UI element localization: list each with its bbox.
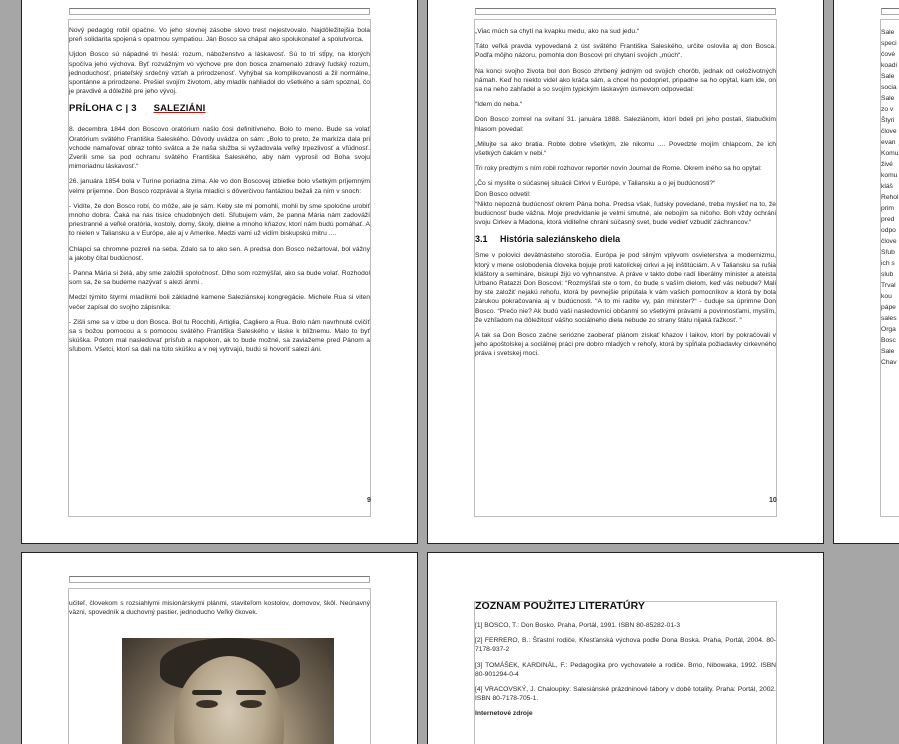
portrait-brow xyxy=(236,690,266,695)
text-line: Trval xyxy=(881,282,896,289)
text-line: Sale xyxy=(881,29,895,36)
paragraph: Nový pedagóg robil opačne. Vo jeho slovnej zásobe slovo trest nejestvovalo. Najdôležitejšia bola preň solidarita spojená s opatrnou sympatiou. Ján Bosco sa chápal ako spolukonateľ a spolutvorca. xyxy=(69,27,370,44)
paragraph: Don Bosco odvetil: xyxy=(475,190,531,198)
paragraph: Chlapci sa chromne pozreli na seba. Zdalo sa to ako sen. A predsa don Bosco nežartoval, bol vážny a jakoby čítal budúcnosť. xyxy=(69,245,370,262)
heading-title: SALEZIÁNI xyxy=(153,103,206,115)
page-body xyxy=(69,26,370,361)
paragraph: - Vidíte, že don Bosco robí, čo môže, ale je sám. Keby ste mi pomohli, mohli by sme spoločne urobiť mnoho dobra. Čaká na nás tisíce chudobných detí. Sľubujem vám, že panna Mária nám zadováží priestranné a veľké oratória, kostoly, domy, školy, dielne a mnoho kňazov, ktorí nám budú pomáhať. A to nielen v Taliansku a v Európe, ale aj v Amerike. Medzi vami už vidím biskupskú mitru .... xyxy=(69,202,370,238)
text-line: Sale xyxy=(881,73,895,80)
text-line: speci xyxy=(881,40,897,47)
page-number: 10 xyxy=(769,497,777,504)
document-page-4 xyxy=(21,552,418,744)
text-line: socia xyxy=(881,84,897,91)
reference-item: [3] TOMÁŠEK, KARDINÁL, F.: Pedagogika pro vychovatele a rodiče. Brno, Nibowaka, 1992. ISBN 80-901294-0-4 xyxy=(475,661,776,678)
reference-item: [2] FERRERO, B.: Šťastní rodiče, Křesťanská výchova podle Dona Boska. Praha, Portál, 2004. 80-7178-937-2 xyxy=(475,637,776,654)
header-frame xyxy=(69,8,370,15)
section-heading xyxy=(69,102,370,115)
text-line: slub xyxy=(881,271,894,278)
text-line: Sale xyxy=(881,95,895,102)
text-line: Štyri xyxy=(881,117,895,124)
bibliography-heading: ZOZNAM POUŽITEJ LITERATÚRY xyxy=(475,600,646,612)
document-page-1 xyxy=(21,0,418,544)
portrait-eye xyxy=(196,700,218,708)
page-body xyxy=(475,27,776,365)
text-line: kou xyxy=(881,293,892,300)
paragraph: učiteľ, človekom s rozsiahlymi misionárskymi plánmi, staviteľom kostolov, domovov, škôl. Neúnavný väzni, spovedník a duchovný pastier, jednoducho Veľký čkovek. xyxy=(69,600,370,617)
text-line: Orga xyxy=(881,326,896,333)
heading-title: História saleziánskeho diela xyxy=(500,234,621,245)
heading-number: 3.1 xyxy=(475,234,488,245)
text-line: pápe xyxy=(881,304,896,311)
paragraph: Táto veľká pravda vypovedaná z úst svätého Františka Saleského, určite oslovila aj don Bosca. Podľa môjho názoru, pomohla don Boscovi pri chytaní svojich „múch“. xyxy=(475,43,776,60)
paragraph: „Čo si myslíte o súčasnej situácii Cirkvi v Európe, v Taliansku a o jej budúcnosti?“ xyxy=(475,180,716,188)
text-line: evan xyxy=(881,139,896,146)
document-page-3 xyxy=(833,0,899,544)
internet-sources-heading: Internetové zdroje xyxy=(475,710,533,718)
paragraph: - Zišli sme sa v izbe u don Bosca. Bol tu Rocchiti, Artiglia, Cagliero a Rua. Bolo nám navrhnuté cvičiť sa s božou pomocou a s pomocou svätého Františka Saleského v láske k blížnemu. Malo to byť skúška. Potom mal nasledovať prísľub a napokon, ak to bude možné, sa zaviažeme pred Pánom a sľubom. Všetci, ktorí sa dali na túto skúšku a v nej vytrvajú, budú si hovoriť salezi áni. xyxy=(69,318,370,354)
paragraph: „Viac múch sa chytí na kvapku medu, ako na sud jedu.“ xyxy=(475,28,640,35)
paragraph: - Panna Mária si želá, aby sme založili spoločnosť. Dlho som rozmýšľal, ako sa bude volať. Rozhodol som sa, že sa budeme nazývať s alezi ánmi . xyxy=(69,270,370,287)
text-line: kláš xyxy=(881,183,893,190)
text-line: komu xyxy=(881,172,898,179)
text-line: prim xyxy=(881,205,895,212)
paragraph: “Idem do neba.“ xyxy=(475,101,523,109)
text-line: živé xyxy=(881,161,893,168)
text-line: Komu xyxy=(881,150,899,157)
paragraph: 8. decembra 1844 don Boscovo oratórium našlo čosi definitívneho. Bolo to meno. Bude sa volať Oratórium svätého Františka Saleského. Dôvody uvádza on sám: „Bolo to preto, že markíza dala pri vchode namaľovať obraz tohto svätca a že naša služba si vyžadovala veľký trpezlivosť a vľúdnosť. Zverili sme sa pod ochranu svätého Františka Saleského, aby nám vyprosil od Boha svoju mimoriadnu láskavosť.“ xyxy=(69,126,370,171)
paragraph: “Nikto nepozná budúcnosť okrem Pána boha. Predsa však, ľudsky povedané, treba myslieť na to, že budúcnosť bude vážna. Moje predvídanie je velmi smutné, ale nebojím sa ničoho. Boh vždy ochráni svoju Cirkev a Madona, ktorá viditeľne chráni súčasný svet, bude vedieť vzbudiť záchrancov.“ xyxy=(475,200,776,227)
text-line: člove xyxy=(881,128,897,135)
text-line: ich s xyxy=(881,260,895,267)
header-frame xyxy=(475,8,776,15)
text-line: sales xyxy=(881,315,897,322)
page-body xyxy=(881,27,899,368)
page-number: 9 xyxy=(367,497,371,504)
paragraph: Sme v polovici devätnásteho storočia. Európa je pod silným vplyvom osvieterstva a modernizmu, ktorý v mene oslobodenia človeka bojuje proti katolíckej cirkvi a jej inštitúciám. A v Taliansku sa rušia kláštory a semináre, biskupi žijú vo vyhnanstve. A práve v takto dobe radí liberálny minister a ateista Urbano Ratazzi Don Boscovi: “Rozmýšľali ste o tom, čo bude s vaším dielom, keď vás nebude? Mali by ste založiť nejakú rehoľu, ktorá by pevnejšie pripútala k vám vašich pomocníkov a ktorá by bola zárukou pokračovania aj v budúcnosti. “A to mi radíte vy, pán minister?“ - čuduje sa úprimne Don Bosco. “Prečo nie? Ak budú vaši nasledovníci občanmi so všetkými právami a povinnosťami, myslím, že vzhľadom na dôležitosť vášho sociálneho diela nebude zo strany štátu nijaká ťažkosť. “ xyxy=(475,252,776,324)
paragraph: Don Bosco zomrel na svitaní 31. januára 1888. Saleziánom, ktorí bdeli pri jeho postali, šlabučkím hlasom povedal: xyxy=(475,116,776,133)
paragraph: A tak sa Don Bosco začne seriózne zaoberať plánom získať kňazov i laikov, ktorí by pokračovali v jeho apoštolskej a sociálnej práci pre dobro mladých v rehoľy, ktorá by spĺňala požiadavky cirkevného práva i svetskej moci. xyxy=(475,332,776,358)
paragraph: „Milujte sa ako bratia. Robte dobre všetkým, zle nikomu .... Povedzte mojím chlapcom, že ich všetkých čakám v nebi.“ xyxy=(475,140,776,158)
text-line: čové xyxy=(881,51,896,58)
text-line: Bosc xyxy=(881,337,896,344)
text-line: Rehol xyxy=(881,194,899,201)
document-page-2 xyxy=(427,0,824,544)
text-line: pred xyxy=(881,216,895,223)
page-body xyxy=(69,599,370,623)
text-line: odpo xyxy=(881,227,896,234)
text-line: zo v xyxy=(881,106,894,113)
reference-item: [4] VRACOVSKÝ, J. Chaloupky: Salesiánské prázdninové tábory v době totality. Praha: Portál, 2002. ISBN 80-7178-705-1. xyxy=(475,686,776,703)
portrait-eye xyxy=(240,700,262,708)
text-line: Sľub xyxy=(881,249,895,256)
document-page-5 xyxy=(427,552,824,744)
page-body xyxy=(475,599,776,725)
header-frame xyxy=(69,576,370,583)
text-line: Chav xyxy=(881,359,897,366)
paragraph: Medzi týmito štyrmi mladíkmi boli základné kamene Saleziánskej kongregácie. Michele Rua si viten večer zapísal do svojho zápisníka: xyxy=(69,294,370,311)
heading-number: PRÍLOHA C | 3 xyxy=(69,103,137,115)
portrait-photo xyxy=(122,638,334,744)
text-line: člove xyxy=(881,238,897,245)
text-line: koadi xyxy=(881,62,897,69)
paragraph: Ujdon Bosco sú nápadné tri heslá: rozum, náboženstvo a láskavosť. Sú to tri stĺpy, na ktorých spočíva jeho výchova. Byť rozvážným vo výchove pre don bosca znamenalo zdravý ľudský rozum, jednoduchosť, priateľský srdečný vzťah a prirodzenosť. Vyhýbal sa komplikovanosti a žil normálne, spontánne a prirodzene. Prešiel svojím životom, aby mladík nahliadol do všetkého a sám spoznal, čo je pravdivé a dôležité pre jeho vývoj. xyxy=(69,51,370,96)
paragraph: 26. januára 1854 bola v Turíne poriadna zima. Ale vo don Boscovej izbietke bolo všetkým príjemným velmi príjemne. Don Bosco rozprával a štyria mladíci s dôverčivou fantáziou bežali za ním v snoch: xyxy=(69,178,370,195)
paragraph: Na konci svojho života bol don Bosco zhrbený jedným od svojich chorôb, jednak od celoživotných námah. Keď ho niekto videl ako kráča sám, a chcel ho podopriet, pripadne sa ho opýtal, kam ide, on sa na neho zahľadel a so svojím typickým láskavým úsmevom odpovedal: xyxy=(475,67,776,94)
section-heading xyxy=(475,233,776,245)
reference-item: [1] BOSCO, T.: Don Bosko. Praha, Portál, 1991. ISBN 80-85282-01-3 xyxy=(475,622,681,629)
paragraph: Tri roky predtým s ním robil rozhovor reportér novín Journal de Rome. Okrem iného sa ho opýtal: xyxy=(475,165,762,173)
portrait-brow xyxy=(192,690,222,695)
header-frame xyxy=(881,8,899,15)
text-line: Sale xyxy=(881,348,895,355)
